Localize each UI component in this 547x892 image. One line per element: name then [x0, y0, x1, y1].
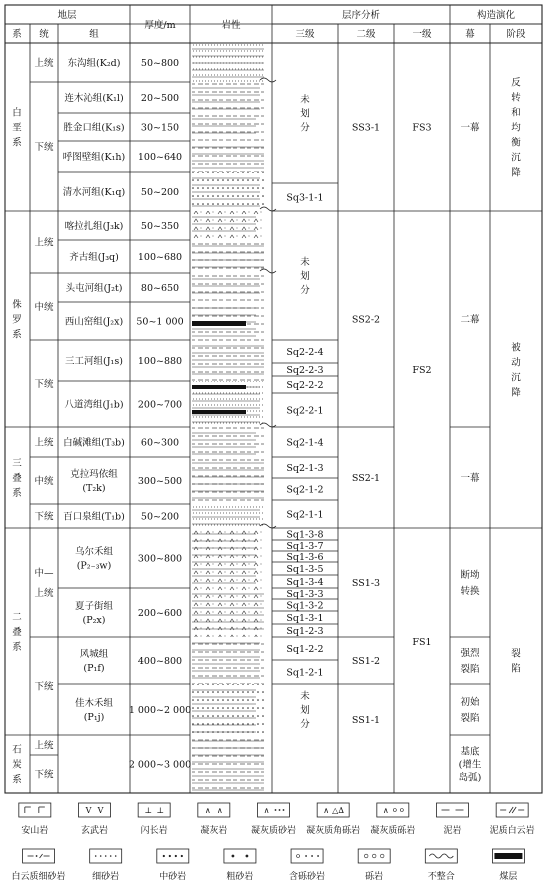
level3-label: Sq1-3-8 — [286, 529, 324, 541]
legend-label: 凝灰质角砾岩 — [306, 826, 361, 836]
level3-label: Sq1-3-7 — [286, 541, 324, 552]
conglomerate-symbol-icon — [358, 849, 390, 863]
coal-symbol-icon — [492, 849, 524, 863]
series-label: 下统 — [34, 769, 54, 781]
header-level3: 三级 — [295, 29, 315, 40]
lithology-block — [192, 457, 264, 504]
level3-label: Sq1-3-3 — [286, 589, 324, 600]
episode-label: 二幕 — [460, 314, 480, 326]
header-group: 组 — [89, 29, 99, 40]
header-strata: 地层 — [57, 10, 77, 21]
level3-label: 未划分 — [300, 691, 310, 730]
group-thickness: 100~880 — [137, 356, 183, 367]
level3-label: Sq1-2-1 — [286, 667, 324, 679]
episode-label: 初始裂陷 — [460, 697, 480, 724]
tuff-sandstone-symbol-icon — [258, 803, 290, 817]
group-name: 齐古组(J₃q) — [69, 252, 119, 263]
header-stage: 阶段 — [506, 29, 526, 40]
level3-label: Sq2-2-2 — [286, 380, 324, 391]
level3-label: Sq2-2-1 — [286, 405, 324, 417]
system-label: 侏罗系 — [12, 299, 22, 341]
legend-item-andesite — [19, 803, 51, 836]
lithology-block — [192, 141, 264, 172]
series-label: 上统 — [34, 437, 54, 449]
lithology-block — [192, 211, 264, 240]
legend-label: 含砾砂岩 — [289, 872, 326, 882]
level3-label: Sq1-3-4 — [286, 577, 324, 588]
series-label: 中—上统 — [34, 568, 54, 599]
series-label: 下统 — [34, 681, 54, 693]
group-thickness: 80~650 — [140, 283, 180, 294]
episode-label: 断坳转换 — [460, 570, 480, 597]
level2-label: SS1-1 — [351, 715, 381, 726]
group-thickness: 50~200 — [140, 187, 180, 198]
level3-label: 未划分 — [300, 94, 310, 134]
legend-label: 玄武岩 — [80, 826, 109, 836]
tuff-symbol-icon — [198, 803, 230, 817]
level3-label: Sq2-2-4 — [286, 347, 324, 358]
lithology-column — [192, 43, 276, 793]
stage-label: 裂陷 — [511, 648, 521, 675]
level3-label: Sq1-3-2 — [286, 600, 324, 612]
legend-label: 凝灰质砂岩 — [250, 826, 297, 836]
muddy-dolomite-symbol-icon — [496, 803, 528, 817]
level2-label: SS2-2 — [351, 314, 381, 326]
group-name: 佳木禾组(P₁j) — [74, 698, 114, 723]
header-lithology: 岩性 — [221, 20, 241, 31]
legend-label: 不整合 — [427, 872, 455, 882]
tuff-breccia-symbol-icon — [317, 803, 349, 817]
basalt-symbol-icon — [79, 803, 111, 817]
stage-label: 反转和均衡沉降 — [511, 77, 521, 179]
group-thickness: 2 000~3 000 — [128, 759, 192, 771]
series-label: 上统 — [34, 740, 54, 752]
level2-label: SS1-3 — [351, 578, 381, 589]
series-label: 下统 — [34, 142, 54, 153]
svg-text:∧: ∧ — [382, 806, 389, 815]
svg-text:△: △ — [332, 806, 339, 815]
lithology-block — [192, 637, 264, 684]
group-thickness: 100~680 — [137, 252, 183, 263]
level3-label: 未划分 — [300, 257, 310, 296]
legend-label: 砾岩 — [365, 872, 384, 882]
group-thickness: 60~300 — [140, 437, 180, 449]
lithology-block — [192, 82, 264, 113]
header-system: 系 — [12, 29, 22, 40]
level3-label: Sq2-1-2 — [286, 484, 324, 496]
group-name: 克拉玛依组(T₂k) — [70, 469, 118, 494]
group-name: 白碱滩组(T₃b) — [63, 437, 125, 449]
group-name: 乌尔禾组(P₂₋₃w) — [74, 546, 114, 572]
level1-label: FS3 — [412, 122, 432, 134]
group-thickness: 200~700 — [137, 399, 183, 411]
coarse-sandstone-symbol-icon — [224, 849, 256, 863]
pebbly-sandstone-symbol-icon — [291, 849, 323, 863]
legend-label: 细砂岩 — [92, 872, 120, 882]
legend-item-conglomerate — [358, 849, 390, 882]
group-thickness: 50~1 000 — [136, 316, 184, 328]
system-label: 白垩系 — [12, 107, 22, 149]
header-level2: 二级 — [356, 29, 376, 40]
level3-label: Sq2-2-3 — [286, 365, 324, 376]
legend — [12, 803, 535, 882]
svg-text:∆: ∆ — [338, 806, 344, 815]
group-thickness: 100~640 — [137, 152, 183, 163]
legend-label: 凝灰质砾岩 — [370, 826, 416, 836]
legend-item-coarse-sandstone — [224, 849, 256, 882]
system-label: 三叠系 — [12, 458, 22, 499]
header-tectonic: 构造演化 — [476, 10, 516, 21]
legend-item-pebbly-sandstone — [289, 849, 325, 882]
legend-item-tuff-breccia — [306, 803, 360, 836]
legend-item-tuff-sandstone — [251, 803, 296, 836]
group-thickness: 1 000~2 000 — [128, 705, 192, 716]
group-thickness: 400~800 — [137, 656, 183, 667]
group-name: 连木沁组(K₁l) — [64, 93, 124, 104]
group-name: 胜金口组(K₁s) — [63, 122, 125, 134]
lithology-block — [192, 735, 264, 793]
unconformity-symbol-icon — [425, 849, 457, 863]
legend-label: 安山岩 — [21, 826, 49, 836]
group-name: 八道湾组(J₁b) — [64, 399, 124, 411]
group-thickness: 300~800 — [137, 553, 183, 565]
series-label: 上统 — [34, 58, 54, 69]
stage-label: 被动沉降 — [511, 342, 521, 399]
legend-item-basalt — [79, 803, 111, 836]
header-thickness: 厚度/m — [144, 20, 176, 31]
series-label: 中统 — [34, 476, 54, 487]
group-name: 清水河组(K₁q) — [62, 187, 126, 198]
episode-label: 强烈裂陷 — [460, 648, 480, 675]
group-thickness: 50~350 — [140, 221, 180, 232]
level3-label: Sq1-3-1 — [286, 613, 324, 624]
svg-text:⊥: ⊥ — [144, 806, 152, 815]
svg-text:V: V — [85, 806, 92, 815]
legend-item-coal — [492, 849, 524, 882]
group-name: 头屯河组(J₂t) — [65, 283, 123, 294]
lithology-block — [192, 684, 264, 735]
header-sequence: 层序分析 — [341, 10, 381, 21]
level2-label: SS1-2 — [351, 656, 381, 667]
series-label: 下统 — [34, 379, 54, 390]
lithology-block — [192, 528, 264, 588]
level2-label: SS3-1 — [351, 122, 381, 134]
diabase-symbol-icon — [138, 803, 170, 817]
group-thickness: 200~600 — [137, 608, 183, 619]
level3-label: Sq1-3-6 — [286, 552, 324, 563]
legend-label: 白云质细砂岩 — [11, 872, 66, 882]
level3-label: Sq3-1-1 — [286, 192, 324, 204]
system-label: 二叠系 — [12, 612, 22, 653]
episode-label: 基底(增生岛弧) — [458, 746, 482, 784]
dolomitic-siltstone-symbol-icon — [23, 849, 55, 863]
level3-label: Sq1-3-5 — [286, 564, 324, 575]
svg-text:∧: ∧ — [216, 806, 223, 815]
mudstone-symbol-icon — [437, 803, 469, 817]
series-label: 下统 — [34, 511, 54, 523]
header-series: 统 — [39, 29, 49, 40]
coal-seam — [192, 321, 246, 326]
group-name: 呼图壁组(K₁h) — [62, 152, 126, 163]
coal-seam — [192, 410, 246, 414]
group-name: 西山窑组(J₂x) — [64, 316, 124, 328]
svg-text:V: V — [97, 806, 104, 815]
group-thickness: 20~500 — [140, 93, 180, 104]
level1-label: FS1 — [412, 637, 432, 648]
level1-label: FS2 — [412, 365, 432, 376]
group-name: 夏子街组(P₂x) — [74, 601, 114, 626]
level3-label: Sq2-1-3 — [286, 463, 324, 474]
series-label: 上统 — [34, 237, 54, 249]
group-name: 东沟组(K₂d) — [67, 58, 121, 69]
svg-text:∧: ∧ — [263, 806, 270, 815]
legend-item-dolomitic-siltstone — [12, 849, 66, 882]
lithology-block — [192, 588, 264, 637]
legend-label: 闪长岩 — [140, 826, 168, 836]
legend-label: 粗砂岩 — [226, 872, 254, 882]
legend-item-medium-sandstone — [157, 849, 189, 882]
legend-item-tuff — [198, 803, 230, 836]
legend-label: 泥岩 — [443, 826, 462, 836]
episode-label: 一幕 — [460, 122, 480, 134]
medium-sandstone-symbol-icon — [157, 849, 189, 863]
legend-item-muddy-dolomite — [490, 803, 535, 836]
system-label: 石炭系 — [12, 744, 22, 786]
coal-seam — [192, 385, 246, 389]
lithology-block — [192, 240, 264, 273]
group-thickness: 50~800 — [140, 58, 180, 69]
legend-item-diabase — [138, 803, 170, 836]
group-thickness: 30~150 — [140, 122, 180, 134]
lithology-block — [192, 427, 264, 457]
lithology-block — [192, 113, 264, 141]
group-thickness: 300~500 — [137, 476, 183, 487]
series-label: 中统 — [34, 302, 54, 313]
group-name: 百口泉组(T₁b) — [63, 511, 125, 523]
level3-label: Sq1-2-3 — [286, 626, 324, 637]
level2-label: SS2-1 — [351, 473, 381, 484]
svg-text:∧: ∧ — [323, 806, 330, 815]
legend-item-tuff-conglomerate — [370, 803, 415, 836]
fine-sandstone-symbol-icon — [90, 849, 122, 863]
header-episode: 幕 — [465, 29, 475, 40]
group-thickness: 50~200 — [140, 511, 180, 523]
tuff-conglomerate-symbol-icon — [377, 803, 409, 817]
episode-label: 一幕 — [460, 473, 480, 484]
legend-item-unconformity — [425, 849, 457, 882]
legend-label: 泥质白云岩 — [489, 826, 535, 836]
lithology-block — [192, 273, 264, 302]
legend-label: 煤层 — [499, 872, 518, 882]
level3-label: Sq2-1-4 — [286, 437, 324, 449]
svg-text:∧: ∧ — [204, 806, 211, 815]
level3-label: Sq2-1-1 — [286, 509, 324, 521]
andesite-symbol-icon — [19, 803, 51, 817]
group-name: 喀拉扎组(J₃k) — [64, 221, 124, 232]
group-name: 风城组(P₁f) — [79, 649, 109, 674]
table-text — [12, 57, 521, 786]
level3-label: Sq1-2-2 — [286, 644, 324, 655]
legend-item-mudstone — [437, 803, 469, 836]
header-level1: 一级 — [412, 29, 432, 40]
legend-label: 凝灰岩 — [200, 826, 228, 836]
legend-label: 中砂岩 — [159, 872, 187, 882]
lithology-block — [192, 504, 264, 528]
group-name: 三工河组(J₁s) — [65, 356, 123, 367]
legend-item-fine-sandstone — [90, 849, 122, 882]
svg-text:⊥: ⊥ — [156, 806, 164, 815]
